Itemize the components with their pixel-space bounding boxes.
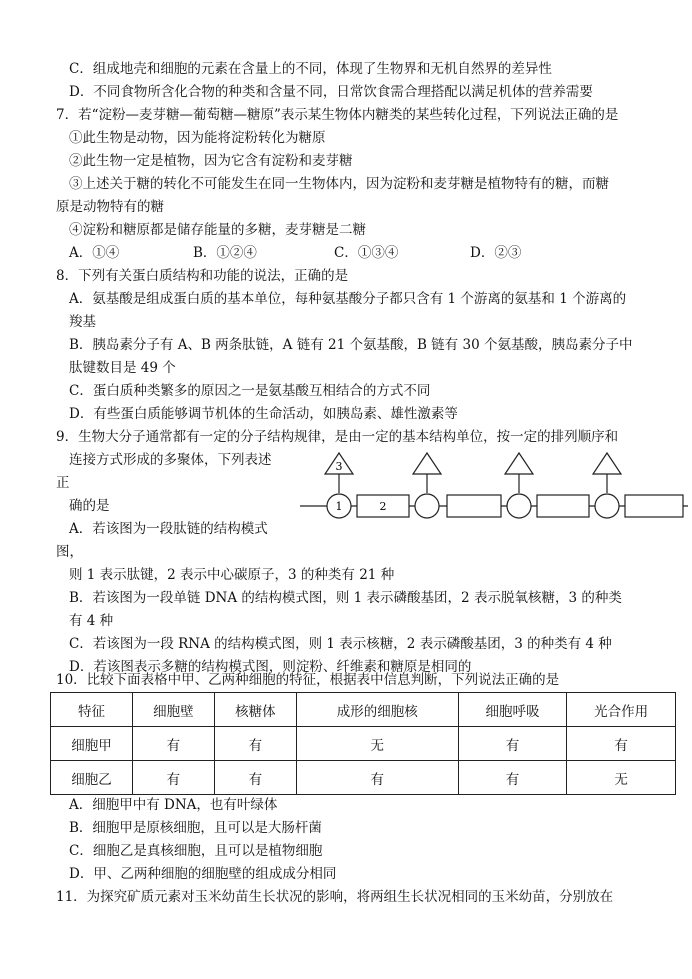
q7-statement-3: ③上述关于糖的转化不可能发生在同一生物体内，因为淀粉和麦芽糖是植物特有的糖，而糖 (69, 176, 609, 192)
table-header-row (51, 693, 676, 727)
q9-option-b-cont: 有 4 种 (69, 613, 114, 629)
table-header-cell: 特征 (51, 693, 133, 727)
table-row (51, 761, 676, 795)
cell-comparison-table (50, 692, 676, 795)
q9-stem-cont: 连接方式形成的多聚体，下列表述 (69, 452, 272, 468)
q8-stem: 8．下列有关蛋白质结构和功能的说法，正确的是 (56, 268, 349, 284)
table-cell: 细胞甲 (51, 727, 133, 761)
table-cell: 细胞乙 (51, 761, 133, 795)
q7-statement-1: ①此生物是动物，因为能将淀粉转化为糖原 (69, 130, 326, 146)
q9-stem-cont3: 确的是 (69, 498, 110, 514)
table-header-cell: 成形的细胞核 (296, 693, 458, 727)
q10-stem: 10．比较下面表格中甲、乙两种细胞的特征，根据表中信息判断，下列说法正确的是 (56, 672, 560, 688)
table-cell: 有 (458, 727, 567, 761)
q7-choice-d: D．②③ (470, 245, 522, 261)
table-row (51, 727, 676, 761)
q8-option-a: A．氨基酸是组成蛋白质的基本单位，每种氨基酸分子都只含有 1 个游离的氨基和 1 个游离的 (69, 291, 627, 307)
q8-option-d: D．有些蛋白质能够调节机体的生命活动，如胰岛素、雄性激素等 (69, 406, 458, 422)
table-cell: 有 (132, 727, 214, 761)
q8-option-a-cont: 羧基 (69, 314, 96, 330)
q7-stem: 7．若“淀粉—麦芽糖—葡萄糖—糖原”表示某生物体内糖类的某些转化过程，下列说法正确的是 (56, 107, 619, 123)
table-cell: 无 (567, 761, 676, 795)
table-cell: 有 (567, 727, 676, 761)
q7-statement-4: ④淀粉和糖原都是储存能量的多糖，麦芽糖是二糖 (69, 222, 366, 238)
q6-option-c: C．组成地壳和细胞的元素在含量上的不同，体现了生物界和无机自然界的差异性 (69, 61, 552, 77)
q9-stem: 9．生物大分子通常都有一定的分子结构规律，是由一定的基本结构单位，按一定的排列顺序和 (56, 429, 619, 445)
q10-option-b: B．细胞甲是原核细胞，且可以是大肠杆菌 (69, 820, 322, 836)
q8-option-b-cont: 肽键数目是 49 个 (69, 360, 176, 376)
q9-option-a-cont2: 则 1 表示肽键，2 表示中心碳原子，3 的种类有 21 种 (69, 567, 395, 583)
q8-option-b: B．胰岛素分子有 A、B 两条肽链，A 链有 21 个氨基酸，B 链有 30 个氨基酸，胰岛素分子中 (69, 337, 633, 353)
q7-statement-2: ②此生物一定是植物，因为它含有淀粉和麦芽糖 (69, 153, 353, 169)
table-header-cell: 细胞呼吸 (458, 693, 567, 727)
q9-option-d: D．若该图表示多糖的结构模式图，则淀粉、纤维素和糖原是相同的 (69, 659, 472, 675)
q9-stem-cont2: 正 (56, 475, 70, 491)
table-header-cell: 核糖体 (214, 693, 296, 727)
q7-choice-c: C．①③④ (334, 245, 399, 261)
table-cell: 有 (214, 727, 296, 761)
diagram-label-1: 1 (335, 500, 343, 513)
q7-choice-b: B．①②④ (193, 245, 257, 261)
table-cell: 有 (214, 761, 296, 795)
diagram-label-2: 2 (379, 500, 387, 513)
diagram-label-3: 3 (335, 460, 343, 473)
table-cell: 有 (132, 761, 214, 795)
q10-option-a: A．细胞甲中有 DNA，也有叶绿体 (69, 797, 278, 813)
table-cell: 有 (296, 761, 458, 795)
q7-choice-a: A．①④ (69, 245, 120, 261)
q8-option-c: C．蛋白质种类繁多的原因之一是氨基酸互相结合的方式不同 (69, 383, 431, 399)
table-cell: 无 (296, 727, 458, 761)
q11-stem: 11．为探究矿质元素对玉米幼苗生长状况的影响，将两组生长状况相同的玉米幼苗，分别放在 (56, 889, 614, 905)
q6-option-d: D．不同食物所含化合物的种类和含量不同，日常饮食需合理搭配以满足机体的营养需要 (69, 84, 593, 100)
q10-option-c: C．细胞乙是真核细胞，且可以是植物细胞 (69, 843, 323, 859)
polymer-structure-diagram (292, 450, 692, 540)
q9-option-a-cont: 图， (56, 544, 83, 560)
q7-statement-3-cont: 原是动物特有的糖 (56, 199, 164, 215)
table-header-cell: 细胞壁 (132, 693, 214, 727)
table-header-cell: 光合作用 (567, 693, 676, 727)
q9-option-a: A．若该图为一段肽链的结构模式 (69, 521, 268, 537)
table-cell: 有 (458, 761, 567, 795)
q9-option-b: B．若该图为一段单链 DNA 的结构模式图，则 1 表示磷酸基团，2 表示脱氧核糖，3 的种类 (69, 590, 622, 606)
q10-option-d: D．甲、乙两种细胞的细胞壁的组成成分相同 (69, 866, 337, 882)
q9-option-c: C．若该图为一段 RNA 的结构模式图，则 1 表示核糖，2 表示磷酸基团，3 的种类有 4 种 (69, 636, 612, 652)
